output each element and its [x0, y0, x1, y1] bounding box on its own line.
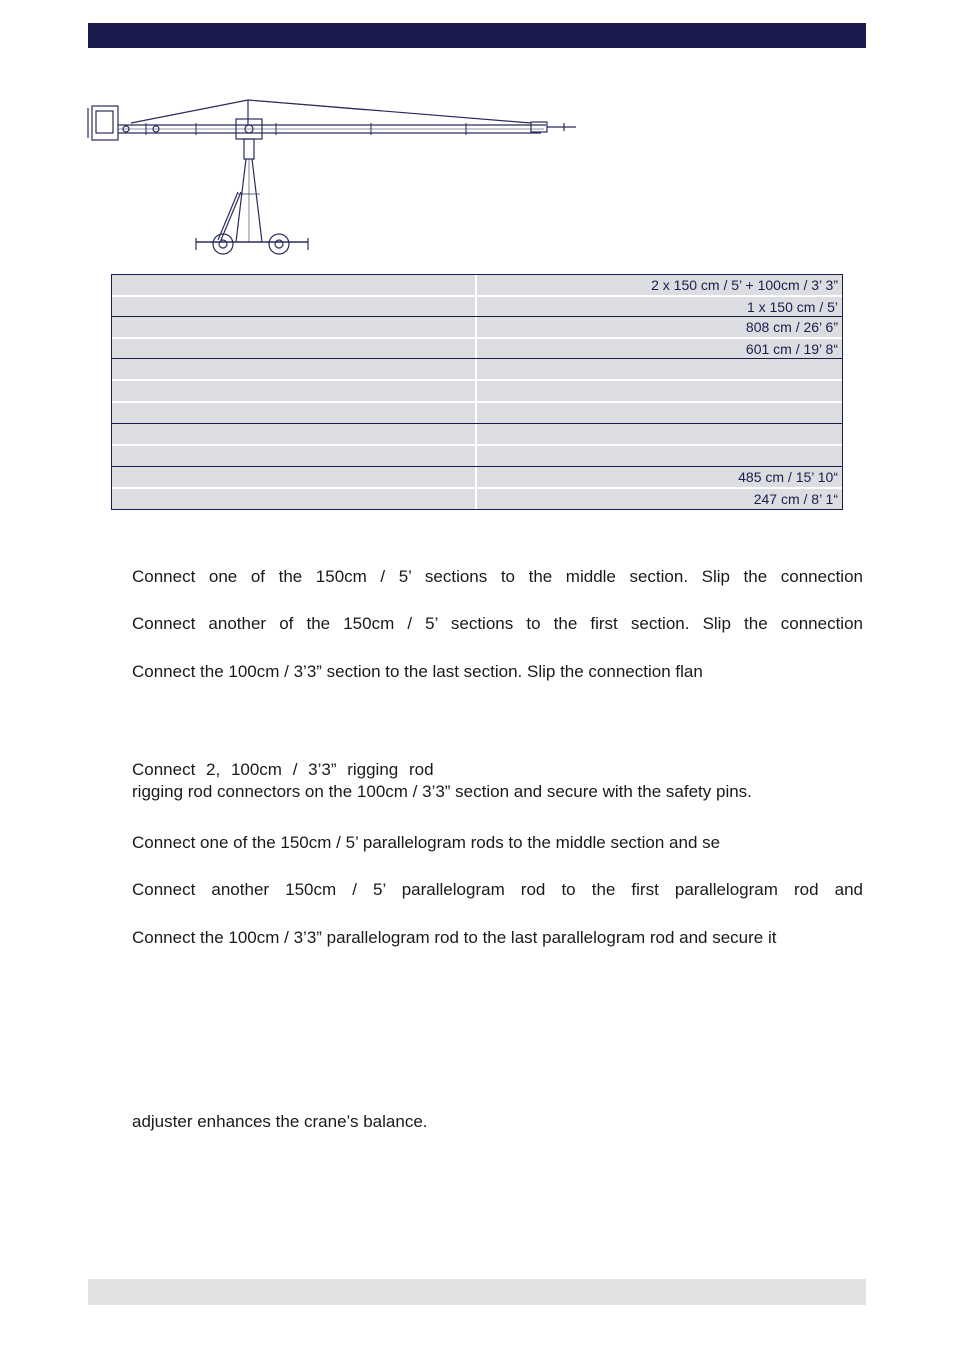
spec-value: 485 cm / 15’ 10“: [738, 469, 838, 485]
spec-value: [477, 403, 842, 423]
instruction-paragraph: rigging rod connectors on the 100cm / 3’3” section and secure with the safety pins.: [132, 782, 752, 801]
spec-row: [112, 337, 842, 359]
instruction-paragraph: Connect one of the 150cm / 5’ sections to the middle section. Slip the connection: [132, 567, 863, 586]
spec-value: [477, 446, 842, 466]
spec-value: [477, 424, 842, 444]
spec-label: [112, 489, 477, 509]
spec-row: [112, 444, 842, 466]
spec-label: [112, 381, 477, 401]
spec-table: [111, 358, 843, 424]
instruction-paragraph: Connect another 150cm / 5’ parallelogram rod to the first parallelogram rod and: [132, 880, 863, 899]
spec-row: [112, 401, 842, 423]
instruction-paragraph: Connect the 100cm / 3’3” section to the last section. Slip the connection flan: [132, 662, 703, 681]
spec-value: 808 cm / 26’ 6”: [745, 319, 838, 335]
spec-label: [112, 446, 477, 466]
spec-row: [112, 487, 842, 509]
spec-label: [112, 424, 477, 444]
spec-row: [112, 317, 842, 337]
spec-value: 1 x 150 cm / 5’: [746, 299, 838, 315]
instruction-paragraph: Connect the 100cm / 3’3” parallelogram rod to the last parallelogram rod and secure it: [132, 928, 777, 947]
spec-value: 601 cm / 19’ 8“: [745, 341, 838, 357]
spec-label: [112, 317, 477, 337]
spec-label: [112, 339, 477, 359]
spec-label: [112, 297, 477, 317]
spec-row: [112, 467, 842, 487]
header-bar: [88, 23, 866, 48]
instruction-paragraph: Connect one of the 150cm / 5’ parallelogram rods to the middle section and se: [132, 833, 721, 852]
spec-row: [112, 379, 842, 401]
spec-table: [111, 466, 843, 510]
spec-row: [112, 275, 842, 295]
spec-label: [112, 275, 477, 295]
spec-table: [111, 423, 843, 467]
spec-value: [477, 381, 842, 401]
spec-value: [477, 359, 842, 379]
spec-label: [112, 403, 477, 423]
footer-bar: [88, 1279, 866, 1305]
spec-value: 2 x 150 cm / 5’ + 100cm / 3’ 3”: [651, 277, 838, 293]
instruction-paragraph: adjuster enhances the crane’s balance.: [132, 1112, 428, 1131]
instruction-paragraph: Connect another of the 150cm / 5’ sections to the first section. Slip the connection: [132, 614, 863, 633]
spec-row: [112, 359, 842, 379]
spec-table: [111, 274, 843, 318]
spec-table: [111, 316, 843, 360]
spec-label: [112, 467, 477, 487]
spec-row: [112, 424, 842, 444]
spec-value: 247 cm / 8’ 1“: [753, 491, 838, 507]
instruction-paragraph: Connect 2, 100cm / 3’3” rigging rod: [132, 760, 434, 779]
spec-label: [112, 359, 477, 379]
spec-row: [112, 295, 842, 317]
crane-diagram-icon: [86, 94, 578, 260]
